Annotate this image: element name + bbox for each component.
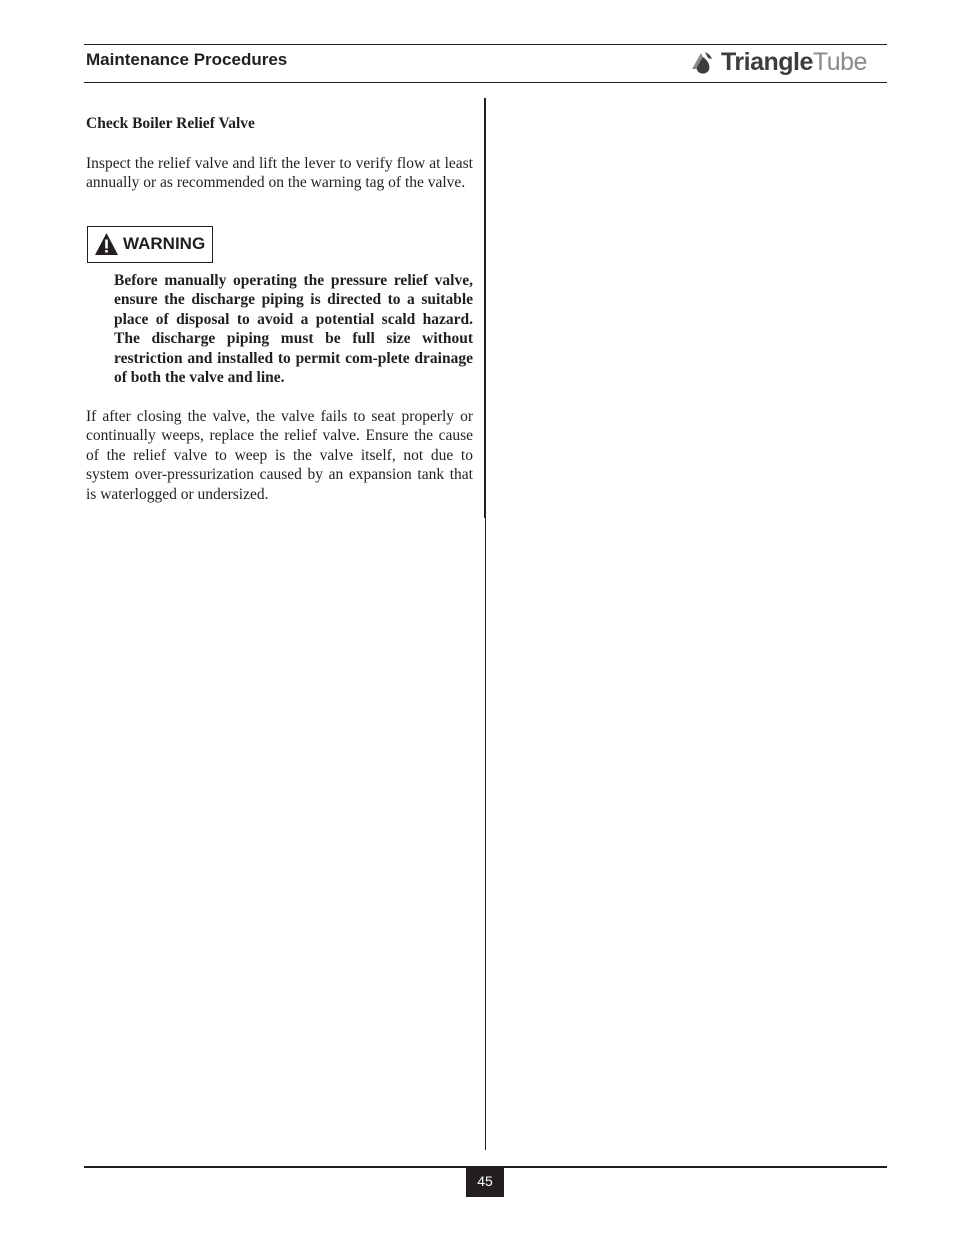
page-number: 45	[466, 1166, 504, 1197]
followup-paragraph: If after closing the valve, the valve fails to seat properly or continually weeps, replace the relief valve. Ensure the cause of the relief valve to weep is the valve itself, not due to system over-pressurization caused by an expansion tank that is waterlogged or undersized.	[86, 407, 473, 503]
triangle-tube-logo-mark-icon	[689, 49, 715, 75]
header-rule-bottom	[84, 82, 887, 83]
header-rule-top	[84, 44, 887, 45]
section-title: Maintenance Procedures	[86, 50, 288, 69]
warning-triangle-icon	[94, 232, 119, 256]
brand-logo	[689, 47, 885, 77]
warning-text: Before manually operating the pressure relief valve, ensure the discharge piping is directed to a suitable place of disposal to avoid a potential scald hazard. The discharge piping must be full size without restriction and installed to permit com-plete drainage of both the valve and line.	[114, 271, 473, 386]
warning-label: WARNING	[123, 234, 206, 253]
procedure-heading: Check Boiler Relief Valve	[86, 115, 255, 132]
logo-word-bold: Triangle	[721, 48, 813, 76]
warning-callout	[87, 226, 213, 263]
column-divider-accent	[484, 98, 486, 518]
logo-wordmark	[721, 47, 867, 77]
left-column	[86, 114, 473, 504]
logo-word-light: Tube	[812, 48, 867, 76]
intro-paragraph: Inspect the relief valve and lift the lever to verify flow at least annually or as recommended on the warning tag of the valve.	[86, 154, 473, 191]
